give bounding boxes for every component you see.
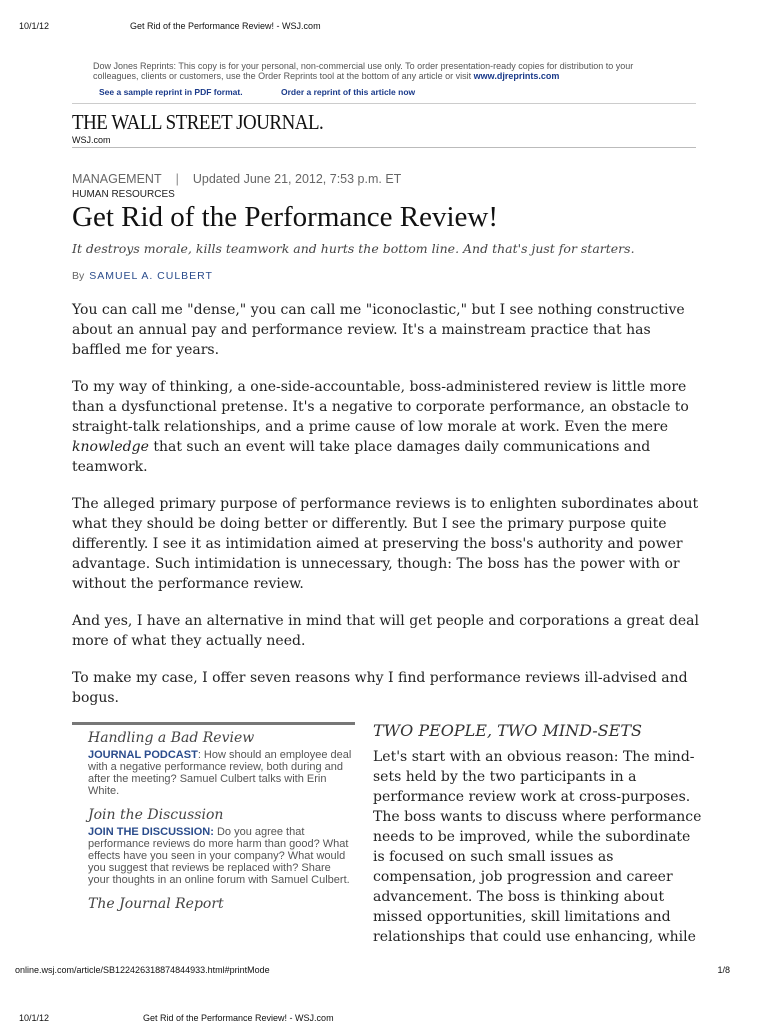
author-link[interactable]: SAMUEL A. CULBERT [89, 270, 213, 282]
reprint-notice-line-2 [93, 71, 698, 81]
sidebar [88, 722, 354, 912]
byline-by: By [72, 270, 85, 282]
reprint-notice-text: colleagues, clients or customers, use the Order Reprints tool at the bottom of any article or visit [93, 71, 474, 81]
print-title: Get Rid of the Performance Review! - WSJ.com [130, 21, 321, 31]
footer-page-number: 1/8 [717, 965, 730, 975]
subsection-label[interactable]: HUMAN RESOURCES [72, 189, 175, 200]
djreprints-link[interactable]: www.djreprints.com [473, 71, 560, 81]
paragraph: To make my case, I offer seven reasons why I find performance reviews ill-advised and bogus. [72, 670, 688, 706]
article-column-2 [373, 721, 703, 947]
footer-date: 10/1/12 [19, 1013, 50, 1023]
article-body [72, 300, 702, 725]
footer-url: online.wsj.com/article/SB122426318874844933.html#printMode [15, 965, 270, 975]
divider [72, 103, 696, 104]
article-dek: It destroys morale, kills teamwork and hurts the bottom line. And that's just for starters. [72, 241, 635, 256]
page-title: Get Rid of the Performance Review! [72, 201, 498, 233]
reprint-notice-line-1: Dow Jones Reprints: This copy is for your personal, non-commercial use only. To order presentation-ready copies for distribution to your [93, 61, 634, 71]
discussion-link[interactable]: JOIN THE DISCUSSION: [88, 826, 214, 838]
podcast-link[interactable]: JOURNAL PODCAST [88, 749, 198, 761]
meta-separator: | [175, 172, 179, 186]
reprint-notice [93, 61, 698, 81]
wsj-site: WSJ.com [72, 135, 111, 145]
footer-title: Get Rid of the Performance Review! - WSJ.com [143, 1013, 334, 1023]
byline [72, 270, 213, 282]
paragraph-text: To my way of thinking, a one-side-accountable, boss-administered review is little more than a dysfunctional pretense. It's a negative to corporate performance, an obstacle to straight-talk relationships, and a prime cause of low morale at work. Even the mere [72, 379, 689, 435]
paragraph [72, 377, 702, 477]
sidebar-text-body: : How should an employee deal with a negative performance review, both during and after the meeting? Samuel Culbert talks with Erin White. [88, 749, 352, 797]
article-meta [72, 172, 401, 186]
emphasis: knowledge [72, 439, 149, 455]
order-reprint-link[interactable]: Order a reprint of this article now [280, 87, 416, 97]
updated-timestamp: Updated June 21, 2012, 7:53 p.m. ET [192, 172, 402, 186]
sidebar-heading: The Journal Report [88, 896, 224, 912]
sidebar-heading: Handling a Bad Review [88, 730, 255, 746]
masthead-divider [72, 147, 696, 148]
paragraph-text: that such an event will take place damages daily communications and teamwork. [72, 439, 651, 475]
reprint-links [99, 87, 451, 97]
paragraph: And yes, I have an alternative in mind that will get people and corporations a great deal more of what they actually need. [72, 613, 699, 649]
sidebar-text-body: Do you agree that performance reviews do more harm than good? What effects have you seen in your company? What would you suggest that reviews be replaced with? Share your thoughts in an online forum with Samuel Culbert. [88, 826, 350, 886]
paragraph: Let's start with an obvious reason: The mind-sets held by the two participants in a performance review work at cross-purposes. The boss wants to discuss where performance needs to be improved, while the subordinate is focused on such small issues as compensation, job progression and career advancement. The boss is thinking about missed opportunities, skill limitations and relationships that could use enhancing, while [373, 749, 702, 945]
paragraph: The alleged primary purpose of performance reviews is to enlighten subordinates about what they should be doing better or differently. But I see the primary purpose quite differently. I see it as intimidation aimed at preserving the boss's authority and power advantage. Such intimidation is unnecessary, though: The boss has the power with or without the performance review. [72, 496, 699, 592]
section-label[interactable]: MANAGEMENT [72, 172, 162, 186]
sidebar-text [88, 749, 354, 797]
section-heading: TWO PEOPLE, TWO MIND-SETS [373, 721, 642, 740]
wsj-logo: THE WALL STREET JOURNAL. [72, 110, 324, 134]
sample-reprint-link[interactable]: See a sample reprint in PDF format. [99, 87, 243, 97]
sidebar-heading: Join the Discussion [88, 807, 224, 823]
sidebar-text [88, 826, 354, 886]
paragraph: You can call me "dense," you can call me "iconoclastic," but I see nothing constructive about an annual pay and performance review. It's a mainstream practice that has baffled me for years. [72, 302, 685, 358]
print-date: 10/1/12 [19, 21, 50, 31]
